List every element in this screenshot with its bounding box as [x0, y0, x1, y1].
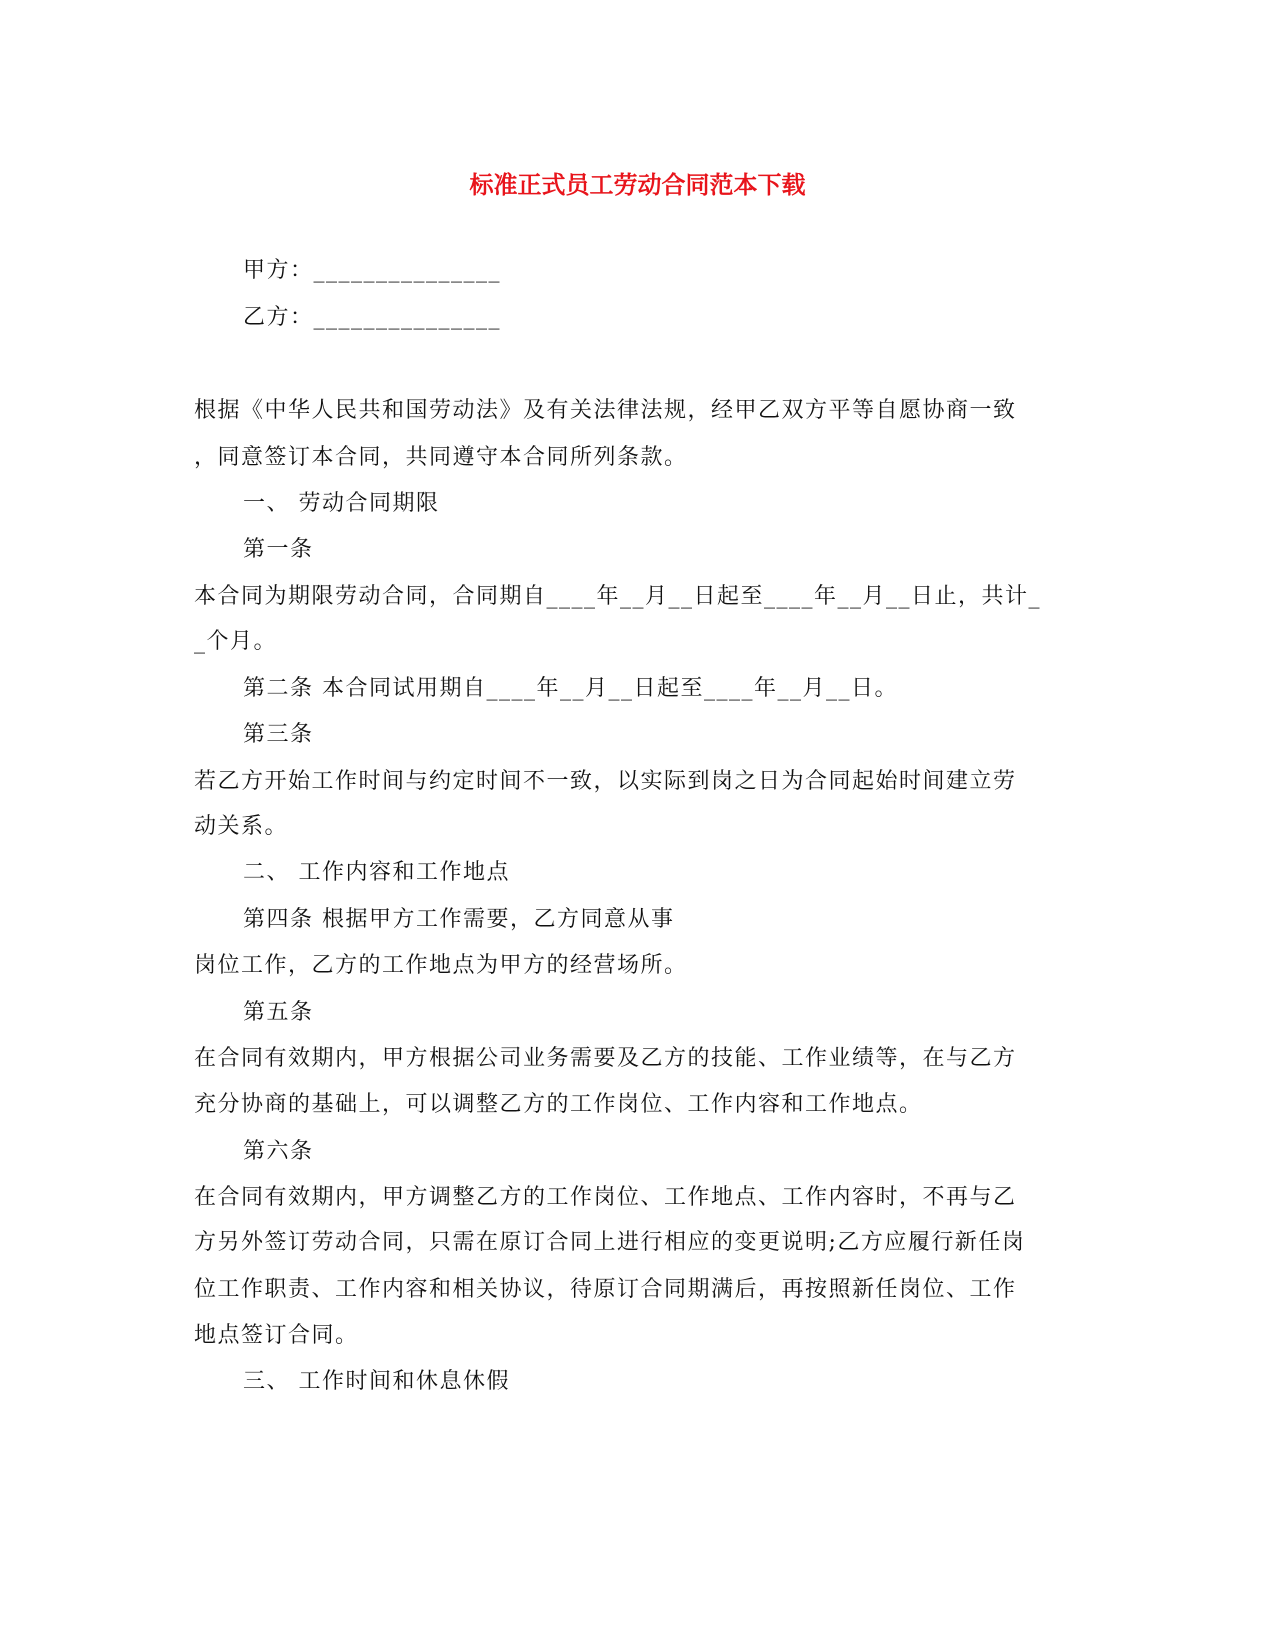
article-1-text-line-2: _个月。: [194, 629, 278, 654]
document-title: 标准正式员工劳动合同范本下载: [469, 171, 806, 199]
article-1-heading: 第一条: [243, 537, 314, 562]
section-heading-2: 二、 工作内容和工作地点: [243, 860, 510, 885]
party-a-line: 甲方：_______________: [243, 258, 502, 283]
article-4-line-1: 第四条 根据甲方工作需要，乙方同意从事: [243, 907, 675, 932]
article-5-text-line-1: 在合同有效期内，甲方根据公司业务需要及乙方的技能、工作业绩等，在与乙方: [194, 1046, 1017, 1071]
article-6-text-line-1: 在合同有效期内，甲方调整乙方的工作岗位、工作地点、工作内容时，不再与乙: [194, 1185, 1017, 1210]
article-6-text-line-4: 地点签订合同。: [194, 1323, 359, 1348]
preamble-line-1: 根据《中华人民共和国劳动法》及有关法律法规，经甲乙双方平等自愿协商一致: [194, 398, 1017, 423]
article-3-heading: 第三条: [243, 722, 314, 747]
article-6-text-line-3: 位工作职责、工作内容和相关协议，待原订合同期满后，再按照新任岗位、工作: [194, 1277, 1017, 1302]
party-b-line: 乙方：_______________: [243, 305, 502, 330]
article-5-heading: 第五条: [243, 1000, 314, 1025]
article-6-heading: 第六条: [243, 1139, 314, 1164]
article-6-text-line-2: 方另外签订劳动合同，只需在原订合同上进行相应的变更说明;乙方应履行新任岗: [194, 1230, 1026, 1255]
article-4-line-2: 岗位工作，乙方的工作地点为甲方的经营场所。: [194, 953, 688, 978]
article-3-text-line-2: 动关系。: [194, 814, 289, 839]
article-3-text-line-1: 若乙方开始工作时间与约定时间不一致，以实际到岗之日为合同起始时间建立劳: [194, 769, 1017, 794]
section-heading-3: 三、 工作时间和休息休假: [243, 1369, 510, 1394]
section-heading-1: 一、 劳动合同期限: [243, 491, 440, 516]
article-2-line: 第二条 本合同试用期自____年__月__日起至____年__月__日。: [243, 676, 898, 701]
article-5-text-line-2: 充分协商的基础上，可以调整乙方的工作岗位、工作内容和工作地点。: [194, 1092, 923, 1117]
preamble-line-2: ，同意签订本合同，共同遵守本合同所列条款。: [194, 445, 688, 470]
article-1-text-line-1: 本合同为期限劳动合同，合同期自____年__月__日起至____年__月__日止，共计_: [194, 584, 1042, 609]
